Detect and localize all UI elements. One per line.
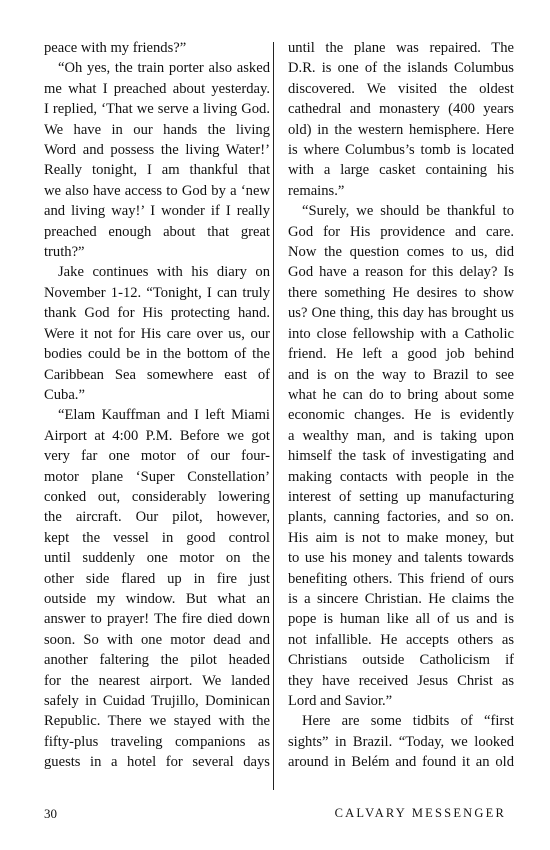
text-line: God for His providence and care. — [288, 223, 514, 240]
text-line: economic changes. He is evidently — [288, 407, 514, 424]
text-line: fifty-plus traveling companions as — [44, 733, 270, 750]
text-line: Were it not for His care over us, our — [44, 325, 270, 342]
text-line: Really tonight, I am thankful that — [44, 162, 270, 179]
text-line: motor plane ‘Super Constellation’ — [44, 468, 270, 485]
text-line: pope is human like all of us and is — [288, 611, 514, 628]
text-line: himself the task of investigating and — [288, 448, 514, 465]
text-line: plants, canning factories, and so on. — [288, 509, 514, 526]
text-line: with a large casket containing his — [288, 162, 514, 179]
text-line: another faltering the pilot headed — [44, 652, 270, 669]
text-line: we also have access to God by a ‘new — [44, 182, 270, 199]
text-line: peace with my friends?” — [44, 40, 187, 56]
text-line: “Oh yes, the train porter also asked — [58, 60, 270, 77]
text-line: sights” in Brazil. “Today, we looked — [288, 733, 514, 750]
text-line: for the nearest airport. We landed — [44, 672, 270, 689]
page-number: 30 — [44, 806, 57, 821]
text-line: us? One thing, this day has brought us — [288, 305, 514, 322]
text-line: what he can do to bring about some — [288, 386, 514, 403]
text-line: Christians outside Catholicism if — [288, 652, 514, 669]
running-head: CALVARY MESSENGER — [334, 806, 506, 820]
text-line: making contacts with people in the — [288, 468, 514, 485]
text-line: into close fellowship with a Catholic — [288, 325, 514, 342]
text-line: outside my window. But what an — [44, 590, 270, 607]
text-line: We have in our hands the living — [44, 121, 270, 138]
text-line: the aircraft. Our pilot, however, — [44, 509, 270, 526]
text-line: kept the vessel in good control — [44, 529, 270, 546]
text-line: interest of setting up manufacturing — [288, 488, 514, 505]
text-line: truth?” — [44, 244, 85, 261]
text-line: discovered. We visited the oldest — [288, 80, 514, 97]
text-line: Caribbean Sea somewhere east of — [44, 366, 270, 383]
text-line: cathedral and monastery (400 years — [288, 101, 514, 118]
text-line: old) in the western hemisphere. Here — [288, 121, 514, 138]
text-line: Now the question comes to us, did — [288, 244, 514, 261]
text-line: “Surely, we should be thankful to — [302, 203, 514, 220]
text-line: not infallible. He accepts others as — [288, 631, 514, 648]
text-line: God have a reason for this delay? Is — [288, 264, 514, 281]
text-line: other side flared up in fire just — [44, 570, 270, 587]
text-line: guests in a hotel for several days — [44, 754, 270, 771]
text-line: thank God for His protecting hand. — [44, 305, 270, 322]
text-line: me what I preached about yesterday. — [44, 80, 270, 97]
text-line: Jake continues with his diary on — [58, 264, 270, 281]
text-line: Word and possess the living Water!’ — [44, 142, 270, 159]
text-line: they have received Jesus Christ as — [288, 672, 514, 689]
text-line: a wealthy man, and is taking upon — [288, 427, 514, 444]
text-line: and is on the way to Brazil to see — [288, 366, 514, 383]
text-line: very far one motor of our four- — [44, 448, 270, 465]
text-line: “Elam Kauffman and I left Miami — [58, 407, 270, 424]
text-line: answer to prayer! The fire died down — [44, 611, 270, 628]
text-line: is where Columbus’s tomb is located — [288, 142, 514, 159]
text-line: D.R. is one of the islands Columbus — [288, 60, 514, 77]
text-line: safely in Cuidad Trujillo, Dominican — [44, 693, 270, 709]
text-line: Airport at 4:00 P.M. Before we got — [44, 427, 270, 444]
text-line: there something He desires to show — [288, 284, 514, 301]
text-line: to use his money and talents towards — [288, 550, 514, 567]
text-line: around in Belém and found it an old — [288, 754, 514, 771]
text-line: is a sincere Christian. He claims the — [288, 590, 514, 607]
text-line: bodies could be in the bottom of the — [44, 346, 270, 363]
text-line: and living way!’ I wonder if I really — [44, 203, 270, 220]
text-line: I replied, ‘That we serve a living God. — [44, 101, 270, 118]
text-line: until suddenly one motor on the — [44, 550, 270, 567]
text-line: remains.” — [288, 182, 345, 199]
text-line: Here are some tidbits of “first — [302, 713, 514, 730]
text-line: conked out, considerably lowering — [44, 488, 270, 505]
text-line: Cuba.” — [44, 386, 85, 403]
text-line: friend. He left a good job behind — [288, 346, 514, 363]
left-column — [44, 38, 270, 773]
text-line: Republic. There we stayed with the — [44, 713, 270, 730]
right-column — [288, 38, 514, 773]
text-line: preached enough about that great — [44, 223, 270, 240]
text-line: November 1-12. “Tonight, I can truly — [44, 284, 270, 301]
text-line: until the plane was repaired. The — [288, 40, 514, 56]
text-line: benefiting others. This friend of ours — [288, 570, 514, 587]
text-line: His aim is not to make money, but — [288, 529, 514, 546]
column-divider — [273, 42, 274, 790]
text-line: Lord and Savior.” — [288, 693, 393, 709]
text-line: soon. So with one motor dead and — [44, 631, 270, 648]
